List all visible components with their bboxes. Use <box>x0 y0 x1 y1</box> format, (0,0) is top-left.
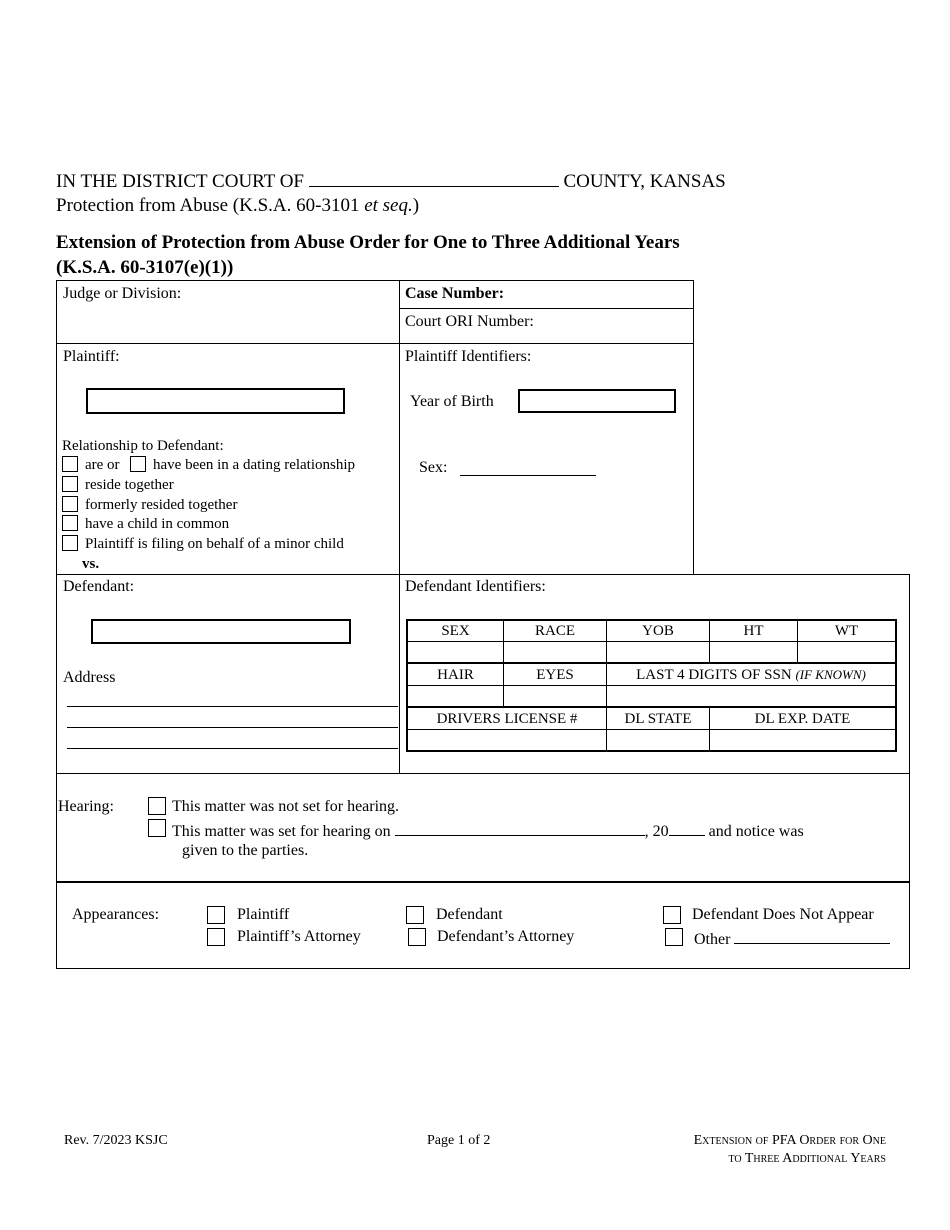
appear-defendant-no-appear-text: Defendant Does Not Appear <box>692 906 874 923</box>
id-table-rule <box>406 706 897 708</box>
id-header-yob: YOB <box>642 623 674 639</box>
appear-defendant-no-appear-checkbox[interactable] <box>663 906 681 924</box>
id-value-dl-state[interactable] <box>607 730 709 750</box>
caption-row2-bottom <box>56 574 910 575</box>
appear-defendant-attorney-checkbox[interactable] <box>408 928 426 946</box>
statute-prefix: Protection from Abuse (K.S.A. 60-3101 <box>56 195 365 216</box>
court-prefix: IN THE DISTRICT COURT OF <box>56 171 304 192</box>
appear-plaintiff-text: Plaintiff <box>237 906 290 923</box>
hearing-not-set-checkbox[interactable] <box>148 797 166 815</box>
id-value-drivers-license[interactable] <box>408 730 606 750</box>
rel-child-text: have a child in common <box>85 516 230 532</box>
hearing-not-set-text: This matter was not set for hearing. <box>172 798 400 815</box>
case-number-divider <box>399 308 694 309</box>
rel-formerly-checkbox[interactable] <box>62 496 78 512</box>
footer-form-name-1: Extension of PFA Order for One <box>693 1133 886 1148</box>
rel-reside-text: reside together <box>85 477 174 493</box>
appear-plaintiff-attorney-checkbox[interactable] <box>207 928 225 946</box>
footer-page-number: Page 1 of 2 <box>427 1133 491 1148</box>
sex-field-line[interactable] <box>460 475 596 476</box>
rel-reside-checkbox[interactable] <box>62 476 78 492</box>
id-value-dl-exp[interactable] <box>710 730 895 750</box>
court-heading <box>56 170 726 193</box>
relationship-label: Relationship to Defendant: <box>62 438 224 454</box>
hearing-set-line2: given to the parties. <box>182 842 309 859</box>
caption-middle-divider <box>399 280 400 774</box>
rel-formerly-text: formerly resided together <box>85 497 238 513</box>
statute-line <box>56 195 419 217</box>
id-header-dl-state: DL STATE <box>624 711 692 727</box>
court-ori-label: Court ORI Number: <box>405 313 534 330</box>
id-value-race[interactable] <box>504 642 606 662</box>
id-value-yob[interactable] <box>607 642 709 662</box>
vs-label: vs. <box>82 556 100 572</box>
sex-label: Sex: <box>419 459 448 476</box>
address-line-3[interactable] <box>67 748 398 749</box>
id-header-dl-exp: DL EXP. DATE <box>754 711 851 727</box>
defendant-identifiers-label: Defendant Identifiers: <box>405 578 546 595</box>
address-line-2[interactable] <box>67 727 398 728</box>
statute-suffix: ) <box>412 195 420 216</box>
appear-other-text: Other <box>694 931 731 948</box>
caption-row1-bottom <box>56 343 694 344</box>
caption-right-border-upper <box>693 280 694 575</box>
appear-defendant-attorney-text: Defendant’s Attorney <box>437 928 575 945</box>
defendant-name-field[interactable] <box>91 619 351 644</box>
hearing-set-prefix: This matter was set for hearing on <box>172 823 391 840</box>
judge-label: Judge or Division: <box>63 285 182 302</box>
hearing-set-line <box>172 819 804 841</box>
rel-child-checkbox[interactable] <box>62 515 78 531</box>
county-blank[interactable] <box>309 170 559 187</box>
hearing-date-blank[interactable] <box>395 819 645 836</box>
appear-defendant-checkbox[interactable] <box>406 906 424 924</box>
id-value-eyes[interactable] <box>504 686 606 706</box>
rel-dating-text: have been in a dating relationship <box>153 457 356 473</box>
id-header-wt: WT <box>834 623 859 639</box>
plaintiff-label: Plaintiff: <box>63 348 120 365</box>
id-value-sex[interactable] <box>408 642 503 662</box>
plaintiff-name-field[interactable] <box>86 388 345 414</box>
footer-form-name-2: to Three Additional Years <box>728 1151 886 1166</box>
id-header-eyes: EYES <box>536 667 574 683</box>
form-title: Extension of Protection from Abuse Order for One to Three Additional Years <box>56 232 680 253</box>
rel-minor-text: Plaintiff is filing on behalf of a minor child <box>85 536 344 552</box>
rel-minor-checkbox[interactable] <box>62 535 78 551</box>
address-line-1[interactable] <box>67 706 398 707</box>
appear-plaintiff-attorney-text: Plaintiff’s Attorney <box>237 928 361 945</box>
hearing-set-checkbox[interactable] <box>148 819 166 837</box>
case-number-label: Case Number: <box>405 285 505 302</box>
court-suffix: COUNTY, KANSAS <box>563 171 726 192</box>
hearing-label: Hearing: <box>58 798 114 815</box>
caption-top-border <box>56 280 694 281</box>
appear-other-checkbox[interactable] <box>665 928 683 946</box>
statute-italic: et seq. <box>364 195 413 216</box>
defendant-label: Defendant: <box>63 578 135 595</box>
appearances-section-bottom <box>56 968 910 969</box>
appear-other-blank[interactable] <box>734 927 890 944</box>
hearing-section-bottom <box>56 881 910 883</box>
id-header-ssn <box>607 666 895 684</box>
id-header-hair: HAIR <box>437 667 474 683</box>
id-value-ht[interactable] <box>710 642 797 662</box>
footer-revision: Rev. 7/2023 KSJC <box>64 1133 168 1148</box>
caption-left-border <box>56 280 57 969</box>
year-of-birth-field[interactable] <box>518 389 676 413</box>
appear-plaintiff-checkbox[interactable] <box>207 906 225 924</box>
hearing-year-prefix: , 20 <box>644 823 669 840</box>
caption-right-border-lower <box>909 574 910 969</box>
plaintiff-identifiers-label: Plaintiff Identifiers: <box>405 348 532 365</box>
id-header-sex: SEX <box>441 623 470 639</box>
id-header-ht: HT <box>743 623 764 639</box>
appear-defendant-text: Defendant <box>436 906 503 923</box>
form-title-statute: (K.S.A. 60-3107(e)(1)) <box>56 257 234 278</box>
id-table-rule <box>406 662 897 664</box>
id-value-ssn[interactable] <box>607 686 895 706</box>
appear-other-line <box>694 927 890 949</box>
address-label: Address <box>63 669 116 686</box>
defendant-section-bottom <box>56 773 910 774</box>
id-header-drivers-license: DRIVERS LICENSE # <box>436 711 578 727</box>
rel-are-or-text: are or <box>85 457 120 473</box>
hearing-year-blank[interactable] <box>669 819 705 836</box>
hearing-set-suffix: and notice was <box>708 823 804 840</box>
year-of-birth-label: Year of Birth <box>410 393 494 410</box>
id-value-hair[interactable] <box>408 686 503 706</box>
id-header-ssn-note: (IF KNOWN) <box>795 667 866 682</box>
id-value-wt[interactable] <box>798 642 895 662</box>
id-header-ssn-text: LAST 4 DIGITS OF SSN <box>636 667 796 683</box>
rel-dating-checkbox[interactable] <box>130 456 146 472</box>
id-header-race: RACE <box>534 623 575 639</box>
rel-are-checkbox[interactable] <box>62 456 78 472</box>
appearances-label: Appearances: <box>72 906 160 923</box>
